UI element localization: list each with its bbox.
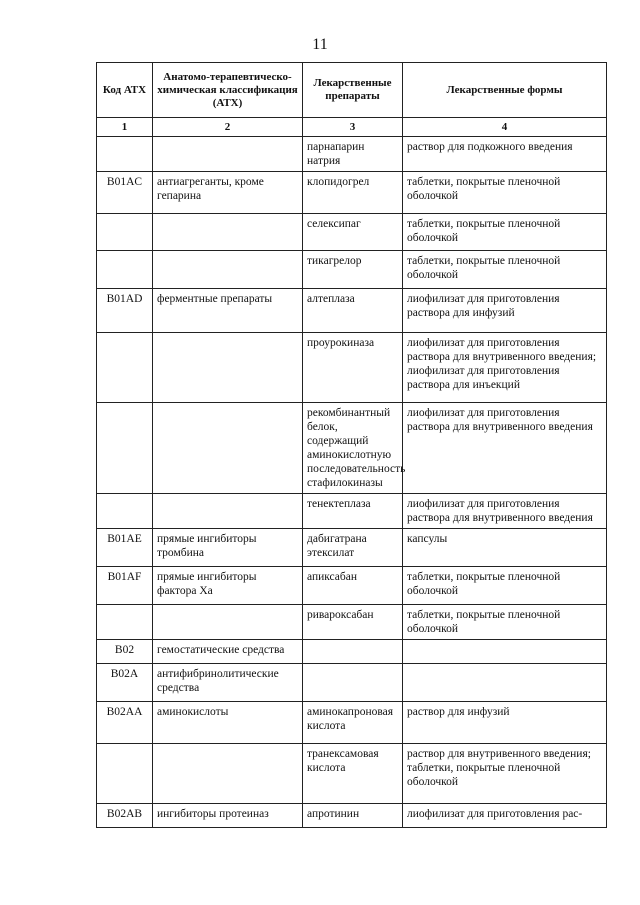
table-row	[97, 172, 607, 214]
dosage-form-cell: таблетки, покрытые пленочной оболочкой	[403, 214, 607, 251]
table-row	[97, 494, 607, 529]
table-row	[97, 804, 607, 828]
drug-name-cell	[303, 664, 403, 702]
drug-name-cell: апиксабан	[303, 567, 403, 605]
drug-name-cell: тенектеплаза	[303, 494, 403, 529]
dosage-form-cell: лиофилизат для приготовления раствора для внутривенного введения	[403, 403, 607, 494]
dosage-form-cell	[403, 640, 607, 664]
atx-code-cell	[97, 333, 153, 403]
header-number-1: 1	[97, 118, 153, 137]
table-row	[97, 529, 607, 567]
drug-name-cell: апротинин	[303, 804, 403, 828]
dosage-form-cell: раствор для инфузий	[403, 702, 607, 744]
classification-cell	[153, 251, 303, 289]
dosage-form-cell: лиофилизат для приготовления раствора для внутривенного введения	[403, 494, 607, 529]
dosage-form-cell	[403, 664, 607, 702]
drug-name-cell: клопидогрел	[303, 172, 403, 214]
table-row	[97, 137, 607, 172]
classification-cell	[153, 214, 303, 251]
table-row	[97, 605, 607, 640]
header-classification: Анатомо-терапевтическо-химическая классификация (АТХ)	[153, 63, 303, 118]
classification-cell: ферментные препараты	[153, 289, 303, 333]
classification-cell: прямые ингибиторы тромбина	[153, 529, 303, 567]
table-header-row	[97, 63, 607, 118]
atx-code-cell: B02	[97, 640, 153, 664]
atx-code-cell: B02AA	[97, 702, 153, 744]
header-code: Код АТХ	[97, 63, 153, 118]
atx-code-cell: B01AC	[97, 172, 153, 214]
header-number-2: 2	[153, 118, 303, 137]
drug-name-cell: транексамовая кислота	[303, 744, 403, 804]
drug-name-cell: аминокапроновая кислота	[303, 702, 403, 744]
atx-code-cell	[97, 251, 153, 289]
table-row	[97, 744, 607, 804]
table-row	[97, 333, 607, 403]
atx-code-cell	[97, 605, 153, 640]
atx-code-cell: B02A	[97, 664, 153, 702]
drug-name-cell: алтеплаза	[303, 289, 403, 333]
drug-name-cell: тикагрелор	[303, 251, 403, 289]
atx-code-cell	[97, 214, 153, 251]
classification-cell	[153, 403, 303, 494]
classification-cell	[153, 137, 303, 172]
page-number: 11	[312, 36, 328, 53]
table-row	[97, 403, 607, 494]
atx-code-cell	[97, 744, 153, 804]
drug-name-cell: селексипаг	[303, 214, 403, 251]
drug-name-cell: дабигатрана этексилат	[303, 529, 403, 567]
header-drugs: Лекарственные препараты	[303, 63, 403, 118]
header-forms: Лекарственные формы	[403, 63, 607, 118]
dosage-form-cell: таблетки, покрытые пленочной оболочкой	[403, 605, 607, 640]
table-row	[97, 567, 607, 605]
header-number-3: 3	[303, 118, 403, 137]
classification-cell	[153, 605, 303, 640]
header-number-4: 4	[403, 118, 607, 137]
atx-code-cell	[97, 403, 153, 494]
atx-table	[96, 62, 607, 828]
table-row	[97, 289, 607, 333]
classification-cell: ингибиторы протеиназ	[153, 804, 303, 828]
table-row	[97, 702, 607, 744]
classification-cell: антиагреганты, кроме гепарина	[153, 172, 303, 214]
table-row	[97, 251, 607, 289]
table-row	[97, 640, 607, 664]
classification-cell	[153, 494, 303, 529]
classification-cell	[153, 744, 303, 804]
atx-code-cell: B01AE	[97, 529, 153, 567]
classification-cell: антифибринолитические средства	[153, 664, 303, 702]
dosage-form-cell: таблетки, покрытые пленочной оболочкой	[403, 251, 607, 289]
atx-code-cell	[97, 494, 153, 529]
drug-name-cell: ривароксабан	[303, 605, 403, 640]
table-row	[97, 214, 607, 251]
classification-cell: аминокислоты	[153, 702, 303, 744]
dosage-form-cell: капсулы	[403, 529, 607, 567]
classification-cell: прямые ингибиторы фактора Xa	[153, 567, 303, 605]
atx-code-cell: B02AB	[97, 804, 153, 828]
dosage-form-cell: раствор для внутривенного введения; таблетки, покрытые пленочной оболочкой	[403, 744, 607, 804]
drug-name-cell: рекомбинантный белок, содержащий аминокислотную последовательность стафилокиназы	[303, 403, 403, 494]
atx-code-cell: B01AF	[97, 567, 153, 605]
dosage-form-cell: таблетки, покрытые пленочной оболочкой	[403, 172, 607, 214]
dosage-form-cell: лиофилизат для приготовления раствора для инфузий	[403, 289, 607, 333]
dosage-form-cell: лиофилизат для приготовления рас-	[403, 804, 607, 828]
drug-name-cell	[303, 640, 403, 664]
classification-cell	[153, 333, 303, 403]
classification-cell: гемостатические средства	[153, 640, 303, 664]
dosage-form-cell: лиофилизат для приготовления раствора для внутривенного введения; лиофилизат для приготовления раствора для инъекций	[403, 333, 607, 403]
atx-code-cell	[97, 137, 153, 172]
drug-name-cell: проурокиназа	[303, 333, 403, 403]
dosage-form-cell: таблетки, покрытые пленочной оболочкой	[403, 567, 607, 605]
dosage-form-cell: раствор для подкожного введения	[403, 137, 607, 172]
header-number-row	[97, 118, 607, 137]
table-row	[97, 664, 607, 702]
drug-name-cell: парнапарин натрия	[303, 137, 403, 172]
atx-code-cell: B01AD	[97, 289, 153, 333]
